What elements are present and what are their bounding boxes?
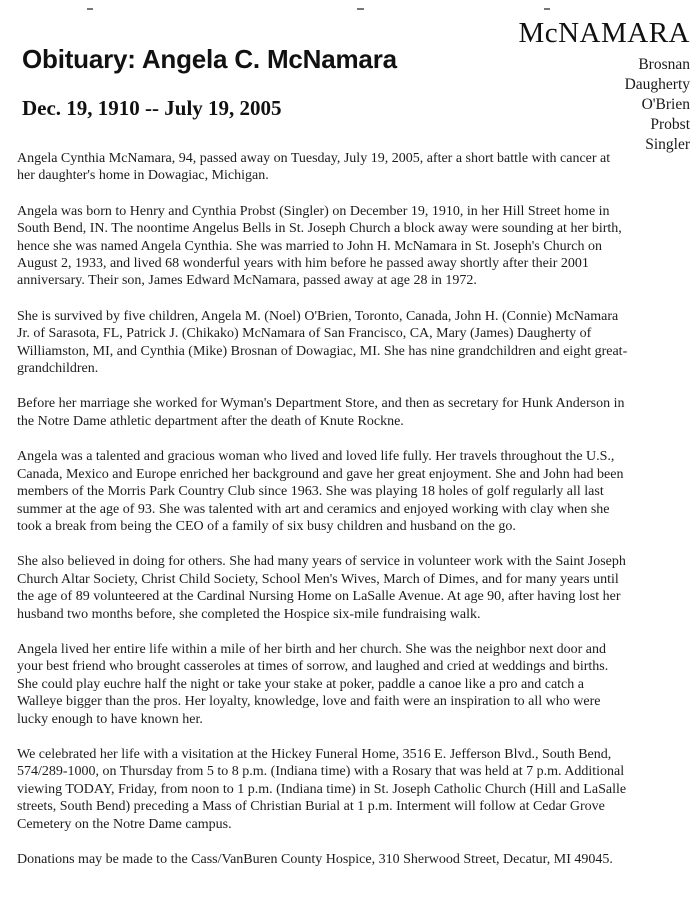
paragraph-life: Angela was a talented and gracious woman who lived and loved life fully. Her travels throughout the U.S., Canada, Mexico and Europe enriched her background and gave her great enjoyment. She and John had been members of the Morris Park Country Club since 1963. She was playing 18 holes of golf regularly all last summer at the age of 93. She was talented with art and ceramics and enjoyed working with clay when she took a break from being the CEO of a family of six busy children and husband on the go. (17, 449, 624, 534)
paragraph-survivors: She is survived by five children, Angela M. (Noel) O'Brien, Toronto, Canada, John H. (Connie) McNamara Jr. of Sarasota, FL, Patrick J. (Chikako) McNamara of San Francisco, CA, Mary (James) Daugherty of Williamston, MI, and Cynthia (Mike) Brosnan of Dowagiac, MI. She has nine grandchildren and eight great-grandchildren. (17, 308, 628, 377)
family-surname: McNAMARA (518, 17, 690, 49)
scan-mark (87, 8, 93, 10)
paragraph-community: Angela lived her entire life within a mile of her birth and her church. She was the neighbor next door and your best friend who brought casseroles at times of sorrow, and laughed and cried at weddings and births. She could play euchre half the night or take your stake at poker, paddle a canoe like a pro and catch a Walleye bigger than the pros. Her loyalty, knowledge, love and faith were an inspiration to all who were lucky enough to have known her. (17, 641, 609, 727)
paragraph-career: Before her marriage she worked for Wyman's Department Store, and then as secretary for Hunk Anderson in the Notre Dame athletic department after the death of Knute Rockne. (17, 396, 625, 429)
paragraph-services-info: We celebrated her life with a visitation at the Hickey Funeral Home, 3516 E. Jefferson Blvd., South Bend, 574/289-1000, on Thursday from 5 to 8 p.m. (Indiana time) with a Rosary that was held at 7 p.m. Additional viewing TODAY, Friday, from noon to 1 p.m. (Indiana time) in St. Joseph Catholic Church (Hill and LaSalle streets, South Bend) preceding a Mass of Christian Burial at 1 p.m. Interment will follow at Cedar Grove Cemetery on the Notre Dame campus. (17, 746, 627, 832)
scan-mark (357, 8, 364, 10)
family-name-item: Probst (650, 116, 690, 133)
paragraph-donations: Donations may be made to the Cass/VanBuren County Hospice, 310 Sherwood Street, Decatur, MI 49045. (17, 852, 613, 867)
paragraph-service: She also believed in doing for others. She had many years of service in volunteer work with the Saint Joseph Church Altar Society, Christ Child Society, School Men's Wives, March of Dimes, and for many years until the age of 89 volunteered at the Cardinal Nursing Home on LaSalle Avenue. At age 90, after having lost her husband two months before, she completed the Hospice six-mile fundraising walk. (17, 554, 626, 622)
family-name-item: Brosnan (638, 56, 690, 73)
family-name-item: O'Brien (641, 96, 690, 113)
family-names-block (518, 16, 690, 155)
obituary-title: Obituary: Angela C. McNamara (22, 44, 397, 74)
paragraph-birth-marriage: Angela was born to Henry and Cynthia Probst (Singler) on December 19, 1910, in her Hill Street home in South Bend, IN. The noontime Angelus Bells in St. Joseph Church a block away were sounding at her birth, hence she was named Angela Cynthia. She was married to John H. McNamara in St. Joseph's Church on August 2, 1933, and lived 68 wonderful years with him before he passed away shortly after their 2001 anniversary. Their son, James Edward McNamara, passed away at age 28 in 1972. (17, 203, 622, 289)
family-name-item: Singler (645, 136, 690, 153)
related-family-list (518, 55, 690, 155)
life-dates: Dec. 19, 1910 -- July 19, 2005 (22, 96, 282, 120)
paragraph-announcement: Angela Cynthia McNamara, 94, passed away on Tuesday, July 19, 2005, after a short battle with cancer at her daughter's home in Dowagiac, Michigan. (17, 151, 611, 184)
obituary-body (17, 150, 631, 886)
scan-mark (544, 8, 550, 10)
family-name-item: Daugherty (624, 76, 690, 93)
